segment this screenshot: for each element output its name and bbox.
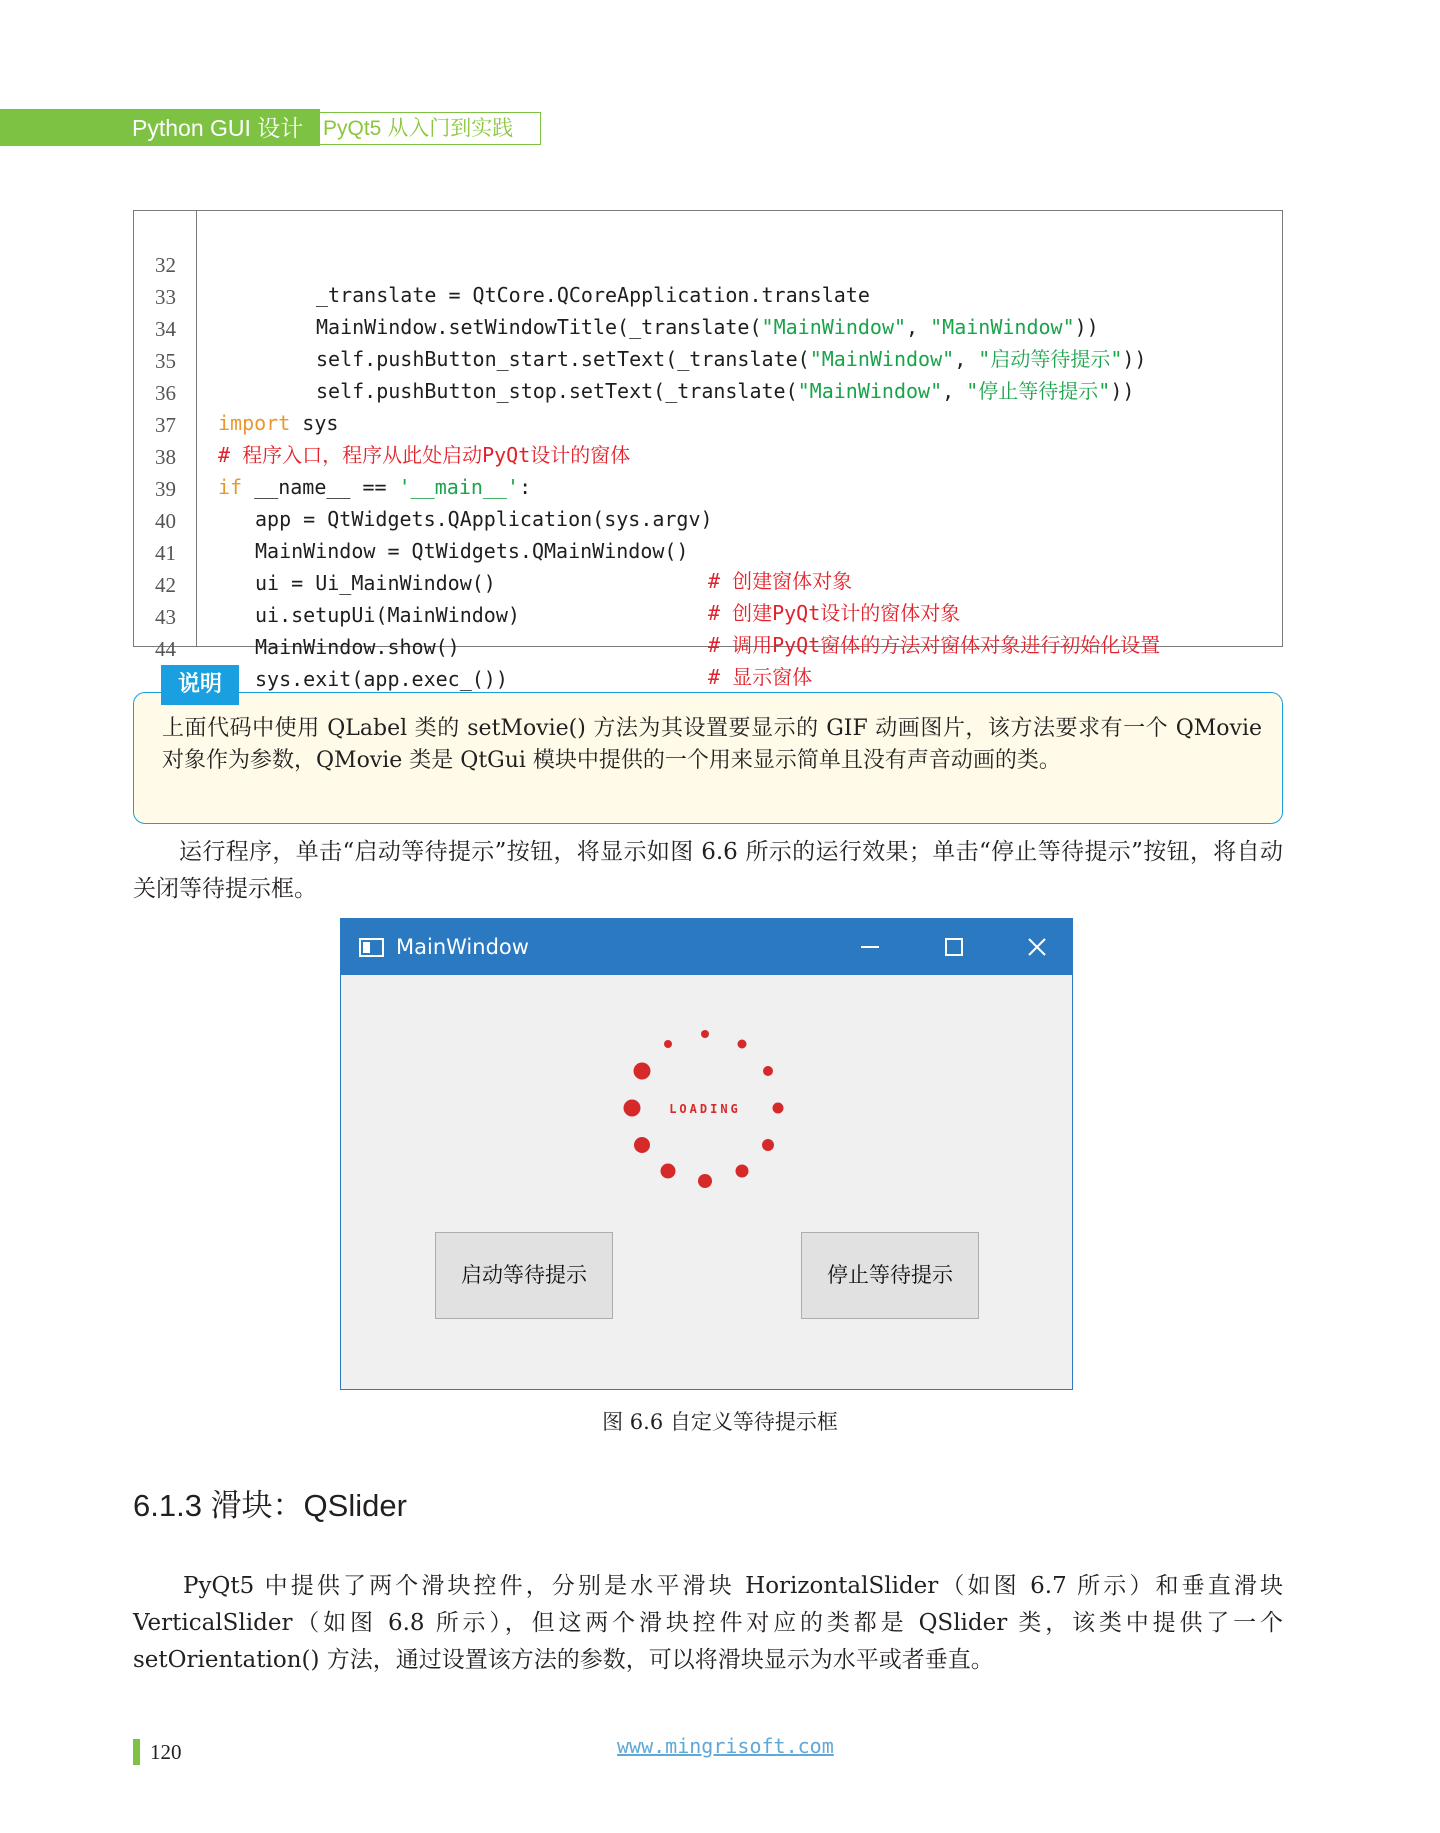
spinner-dot	[738, 1040, 747, 1049]
window-app-icon	[359, 938, 384, 957]
spinner-dot	[661, 1164, 676, 1179]
spinner-dot	[698, 1174, 712, 1188]
page-number: 120	[150, 1740, 182, 1764]
close-icon[interactable]	[1007, 919, 1067, 975]
code-text: _translate = QtCore.QCoreApplication.translate	[316, 283, 870, 307]
line-number: 44	[155, 637, 176, 661]
note-text: 上面代码中使用 QLabel 类的 setMovie() 方法为其设置要显示的 GIF 动画图片，该方法要求有一个 QMovie 对象作为参数，QMovie 类是 QtGui 模块中提供的一个用来显示简单且没有声音动画的类。	[162, 716, 1262, 773]
line-number: 34	[155, 317, 176, 341]
body-paragraph: PyQt5 中提供了两个滑块控件，分别是水平滑块 HorizontalSlider（如图 6.7 所示）和垂直滑块 VerticalSlider（如图 6.8 所示），但这两个滑块控件对应的类都是 QSlider 类，该类中提供了一个 setOrientation() 方法，通过设置该方法的参数，可以将滑块显示为水平或者垂直。	[133, 1573, 1283, 1673]
line-number: 41	[155, 541, 176, 565]
line-number: 38	[155, 445, 176, 469]
code-text: MainWindow.setWindowTitle(_translate("MainWindow", "MainWindow"))	[316, 315, 1099, 339]
line-number: 36	[155, 381, 176, 405]
code-text: self.pushButton_start.setText(_translate("MainWindow", "启动等待提示"))	[316, 347, 1147, 371]
code-text: MainWindow.show()	[255, 635, 460, 659]
code-text: MainWindow = QtWidgets.QMainWindow()	[255, 539, 689, 563]
code-text: ui.setupUi(MainWindow)	[255, 603, 520, 627]
stop-wait-button[interactable]: 停止等待提示	[801, 1232, 979, 1319]
footer-marker	[133, 1739, 140, 1765]
spinner-dot	[664, 1040, 672, 1048]
code-comment: # 创建PyQt设计的窗体对象	[708, 601, 961, 625]
note-box	[133, 692, 1283, 824]
line-number: 32	[155, 253, 176, 277]
window-titlebar	[341, 919, 1072, 975]
note-label: 说明	[161, 665, 239, 705]
code-text: self.pushButton_stop.setText(_translate("MainWindow", "停止等待提示"))	[316, 379, 1135, 403]
spinner-dot	[736, 1165, 749, 1178]
code-text: ui = Ui_MainWindow()	[255, 571, 496, 595]
line-number: 43	[155, 605, 176, 629]
line-number: 40	[155, 509, 176, 533]
start-wait-button[interactable]: 启动等待提示	[435, 1232, 613, 1319]
code-comment: # 显示窗体	[708, 665, 813, 689]
code-comment: # 创建窗体对象	[708, 569, 853, 593]
line-number: 33	[155, 285, 176, 309]
book-title: Python GUI 设计	[132, 115, 304, 141]
loading-text: LOADING	[669, 1102, 741, 1116]
footer-link[interactable]: www.mingrisoft.com	[617, 1734, 834, 1758]
main-window-screenshot	[340, 918, 1073, 1390]
line-number: 37	[155, 413, 176, 437]
line-number: 35	[155, 349, 176, 373]
code-text: app = QtWidgets.QApplication(sys.argv)	[255, 507, 713, 531]
spinner-dot	[624, 1100, 641, 1117]
code-text: if __name__ == '__main__':	[218, 475, 532, 499]
spinner-dot	[762, 1139, 774, 1151]
code-text: sys.exit(app.exec_())	[255, 667, 508, 691]
body-paragraph: 运行程序，单击“启动等待提示”按钮，将显示如图 6.6 所示的运行效果；单击“停止等待提示”按钮，将自动关闭等待提示框。	[133, 839, 1283, 902]
code-text: import sys	[218, 411, 339, 435]
section-title: 6.1.3 滑块：QSlider	[133, 1488, 407, 1523]
minimize-icon[interactable]	[840, 919, 900, 975]
maximize-icon[interactable]	[924, 919, 984, 975]
window-title: MainWindow	[396, 935, 529, 959]
spinner-dot	[634, 1063, 651, 1080]
code-comment: # 程序入口，程序从此处启动PyQt设计的窗体	[218, 443, 631, 467]
spinner-dot	[634, 1137, 650, 1153]
figure-caption: 图 6.6 自定义等待提示框	[602, 1410, 838, 1434]
spinner-dot	[773, 1103, 784, 1114]
book-subtitle: PyQt5 从入门到实践	[319, 112, 541, 145]
spinner-dot	[763, 1066, 773, 1076]
code-comment: # 调用PyQt窗体的方法对窗体对象进行初始化设置	[708, 633, 1161, 657]
loading-spinner	[621, 1019, 791, 1189]
spinner-dot	[701, 1030, 709, 1038]
line-number: 39	[155, 477, 176, 501]
line-number: 42	[155, 573, 176, 597]
